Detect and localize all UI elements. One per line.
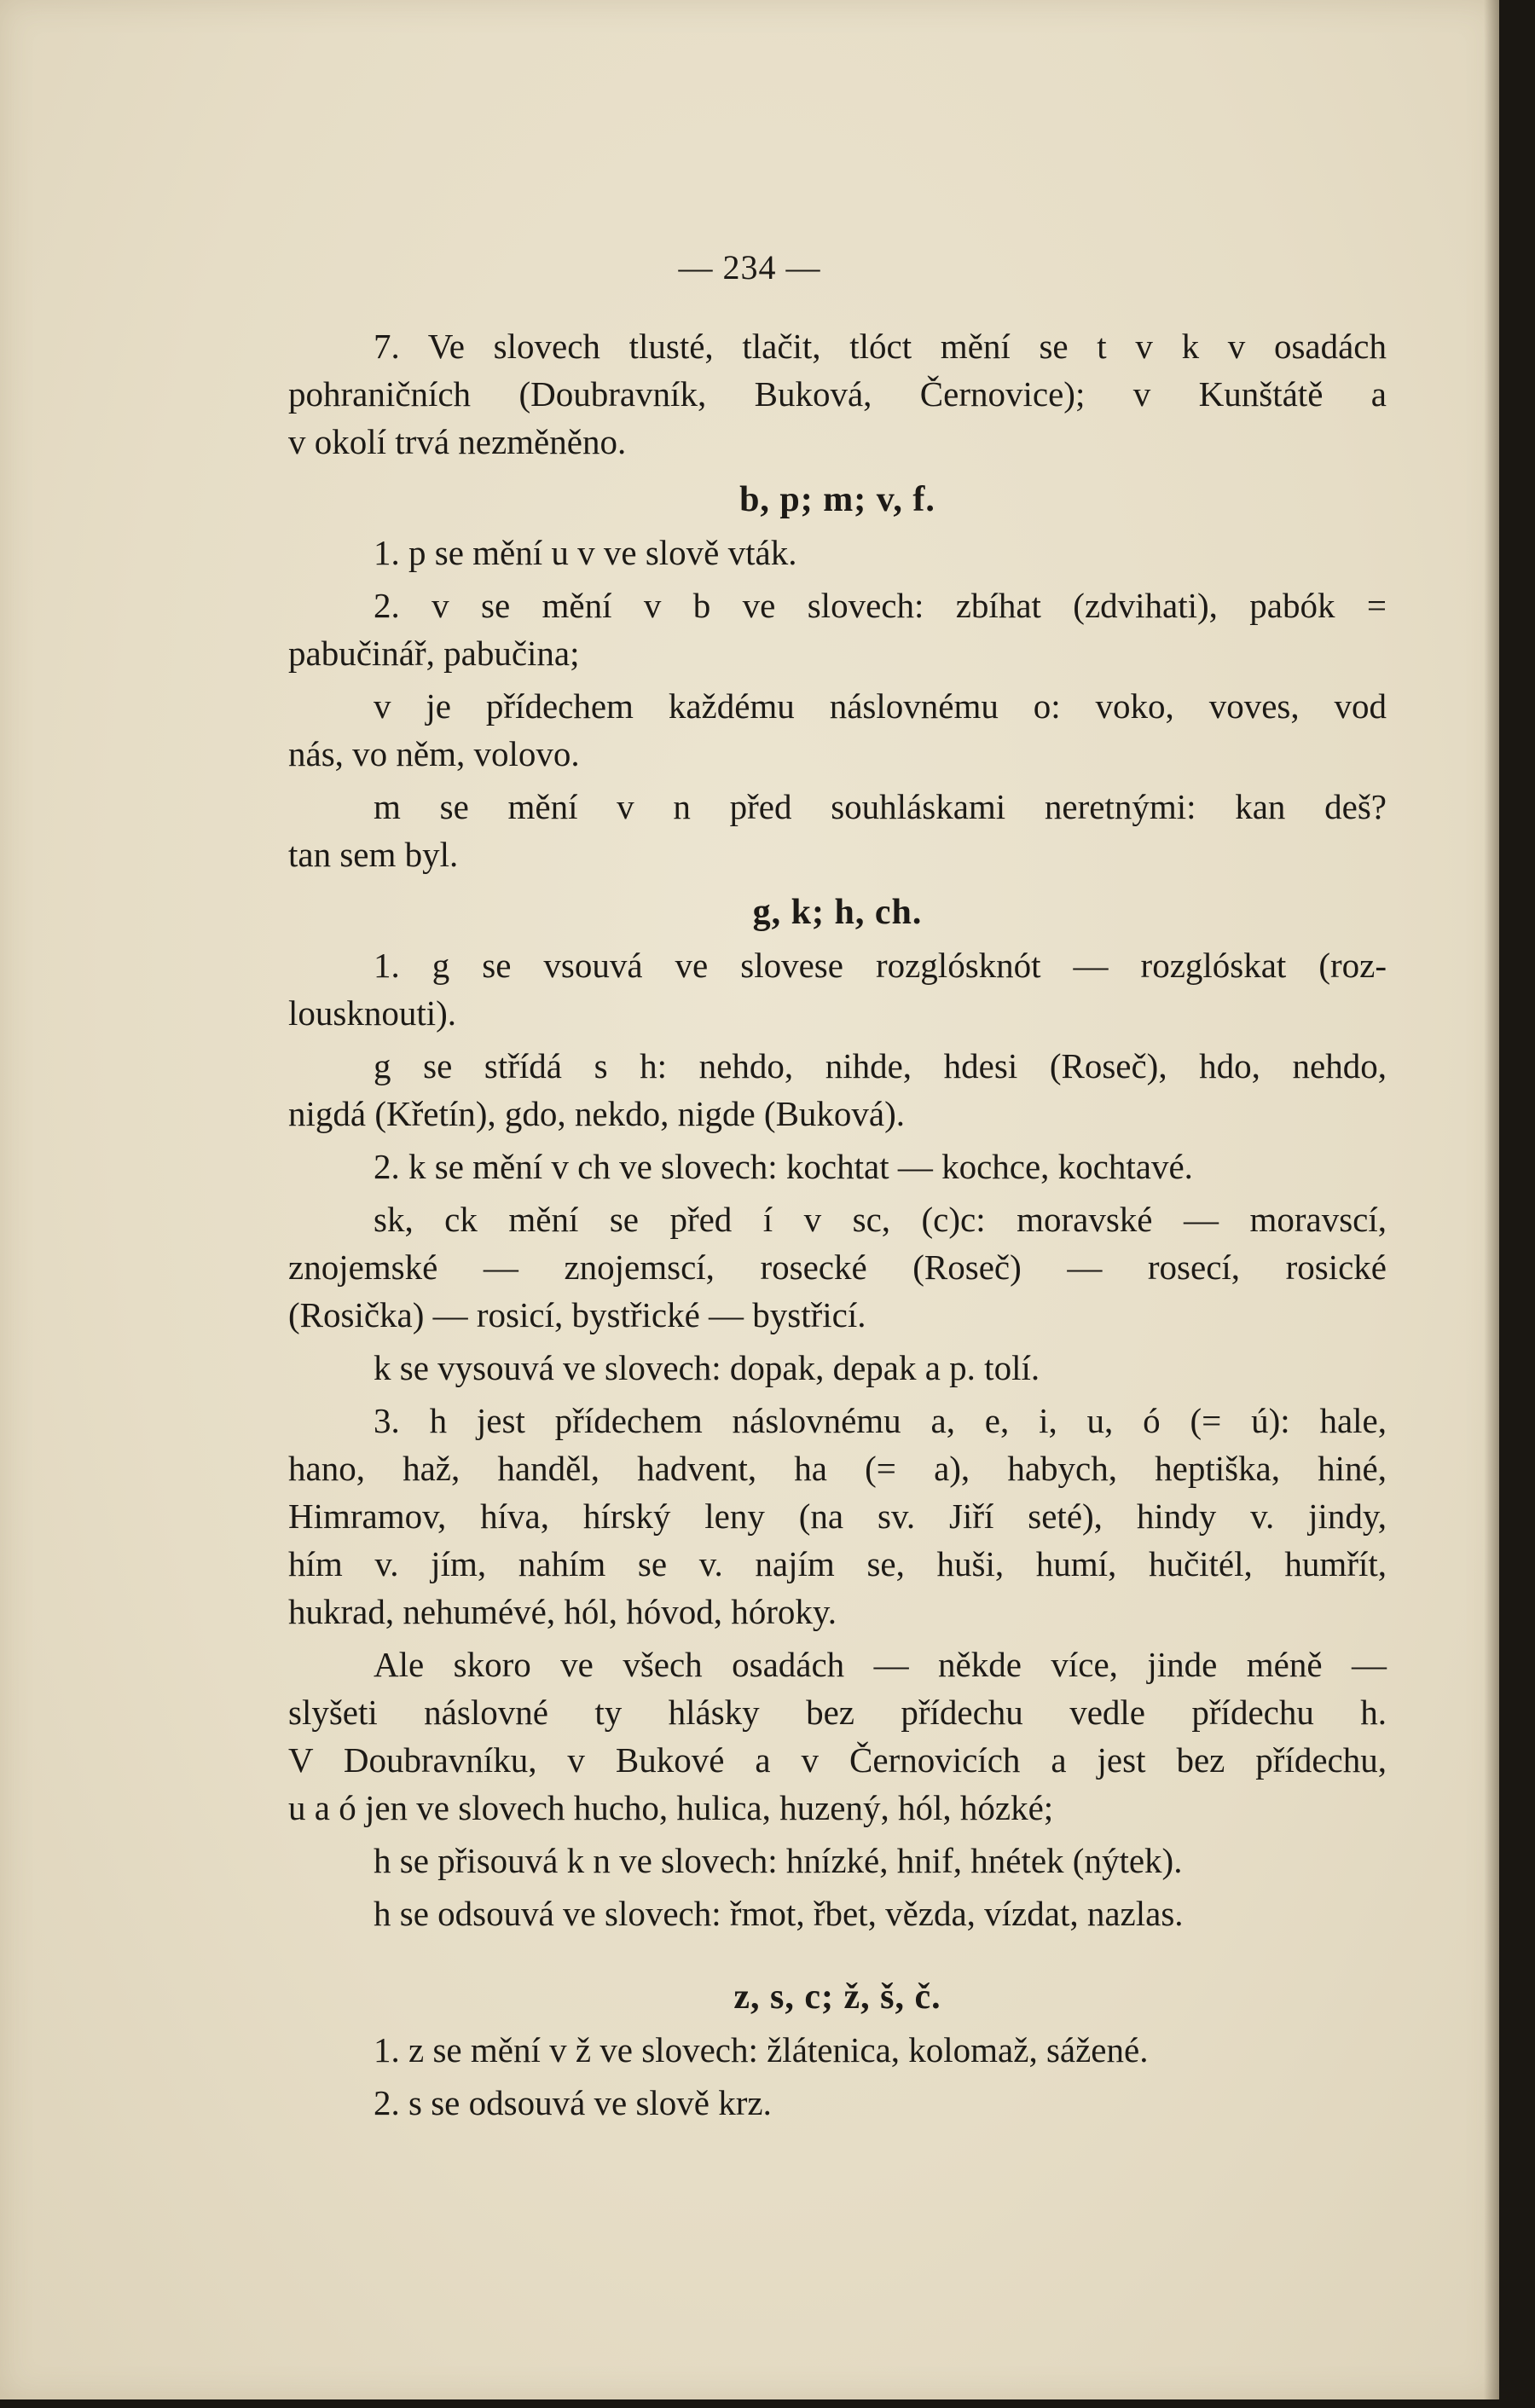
text-line: 2. k se mění v ch ve slovech: kochtat — kochce, kochtavé.	[374, 1147, 1193, 1186]
text-line: nás, vo něm, volovo.	[288, 734, 580, 773]
paragraph	[288, 1641, 1387, 1832]
text-line: pohraničních (Doubravník, Buková, Černovice); v Kunštátě a	[288, 374, 1387, 414]
page-number: — 234 —	[678, 248, 821, 287]
text-line: pabučinář, pabučina;	[288, 634, 580, 673]
section-heading: z, s, c; ž, š, č.	[733, 1977, 941, 2017]
text-line: sk, ck mění se před í v sc, (c)c: moravské — moravscí,	[374, 1200, 1387, 1239]
text-line: v je přídechem každému náslovnému o: voko, voves, vod	[374, 686, 1387, 726]
text-line: 2. v se mění v b ve slovech: zbíhat (zdvihati), pabók =	[374, 586, 1387, 625]
text-line: slyšeti náslovné ty hlásky bez přídechu vedle přídechu h.	[288, 1693, 1387, 1732]
section	[288, 1973, 1387, 2127]
paragraph	[288, 1344, 1387, 1392]
paragraph	[288, 1042, 1387, 1137]
text-line: Himramov, híva, hírský leny (na sv. Jiří seté), hindy v. jindy,	[288, 1496, 1387, 1536]
text-line: g se střídá s h: nehdo, nihde, hdesi (Roseč), hdo, nehdo,	[374, 1046, 1387, 1085]
paragraph	[288, 1143, 1387, 1190]
text-line: (Rosička) — rosicí, bystřické — bystřicí.	[288, 1295, 866, 1334]
section-heading: b, p; m; v, f.	[739, 480, 935, 519]
text-line: lousknouti).	[288, 993, 457, 1033]
text-line: h se přisouvá k n ve slovech: hnízké, hnif, hnétek (nýtek).	[374, 1841, 1183, 1880]
paragraph	[288, 1397, 1387, 1635]
paragraph	[288, 322, 1387, 466]
text-line: 1. p se mění u v ve slově vták.	[374, 533, 797, 572]
paragraph	[288, 783, 1387, 878]
paragraph	[288, 1195, 1387, 1339]
text-line: 1. z se mění v ž ve slovech: žlátenica, kolomaž, sážené.	[374, 2030, 1149, 2069]
paragraph	[288, 582, 1387, 677]
text-line: h se odsouvá ve slovech: řmot, řbet, vězda, vízdat, nazlas.	[374, 1894, 1184, 1933]
section	[288, 322, 1387, 466]
text-line: hano, haž, handěl, hadvent, ha (= a), habych, heptiška, hiné,	[288, 1449, 1387, 1488]
text-line: nigdá (Křetín), gdo, nekdo, nigde (Buková).	[288, 1094, 906, 1133]
text-line: 2. s se odsouvá ve slově krz.	[374, 2083, 772, 2122]
page-body	[288, 322, 1387, 2132]
text-line: tan sem byl.	[288, 835, 459, 874]
paragraph	[288, 1837, 1387, 1884]
paragraph	[288, 682, 1387, 778]
section	[288, 476, 1387, 878]
section-heading: g, k; h, ch.	[752, 893, 923, 932]
text-line: V Doubravníku, v Bukové a v Černovicích a jest bez přídechu,	[288, 1740, 1387, 1780]
text-line: u a ó jen ve slovech hucho, hulica, huzený, hól, hózké;	[288, 1788, 1054, 1827]
paragraph	[288, 529, 1387, 576]
paragraph	[288, 941, 1387, 1037]
text-line: 3. h jest přídechem náslovnému a, e, i, u, ó (= ú): hale,	[374, 1401, 1387, 1440]
text-line: k se vysouvá ve slovech: dopak, depak a p. tolí.	[374, 1348, 1040, 1387]
paragraph	[288, 2079, 1387, 2127]
text-line: m se mění v n před souhláskami neretnými: kan deš?	[374, 787, 1387, 826]
text-line: hukrad, nehumévé, hól, hóvod, hóroky.	[288, 1592, 837, 1631]
paragraph	[288, 1890, 1387, 1937]
text-line: 1. g se vsouvá ve slovese rozglósknót — rozglóskat (roz-	[374, 946, 1387, 985]
section	[288, 889, 1387, 1937]
text-line: v okolí trvá nezměněno.	[288, 422, 627, 461]
text-line: Ale skoro ve všech osadách — někde více, jinde méně —	[374, 1645, 1387, 1684]
text-line: znojemské — znojemscí, rosecké (Roseč) — rosecí, rosické	[288, 1247, 1387, 1287]
text-line: hím v. jím, nahím se v. najím se, huši, humí, hučitél, humřít,	[288, 1544, 1387, 1583]
text-line: 7. Ve slovech tlusté, tlačit, tlóct mění se t v k v osadách	[374, 327, 1387, 366]
paragraph	[288, 2026, 1387, 2074]
